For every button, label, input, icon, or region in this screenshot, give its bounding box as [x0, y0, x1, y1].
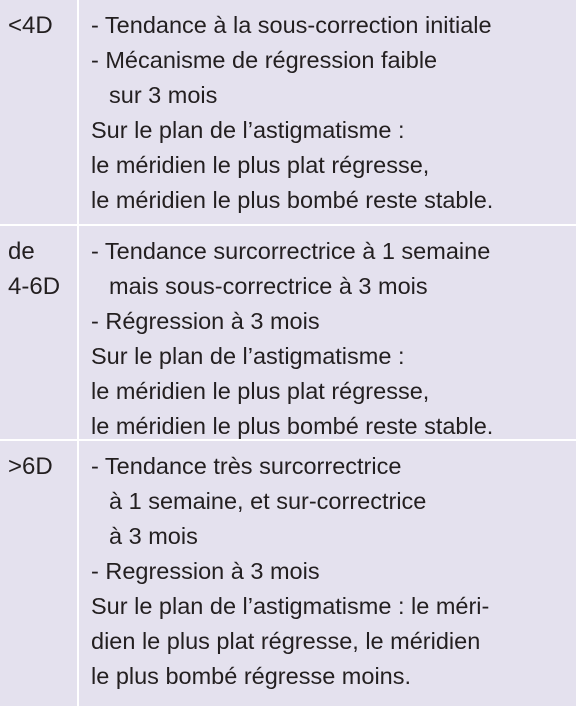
content-line: le méridien le plus bombé reste stable.: [91, 187, 494, 213]
content-line: le plus bombé régresse moins.: [91, 663, 412, 689]
content-line: le méridien le plus plat régresse,: [91, 152, 430, 178]
column-divider: [77, 441, 79, 706]
table-row: [0, 441, 576, 706]
row-content: [91, 8, 573, 218]
content-line: - Mécanisme de régression faible: [91, 47, 438, 73]
column-divider: [77, 0, 79, 224]
content-line: Sur le plan de l’astigmatisme :: [91, 117, 405, 143]
column-divider: [77, 226, 79, 439]
content-line: sur 3 mois: [109, 82, 218, 108]
content-line: dien le plus plat régresse, le méridien: [91, 628, 481, 654]
content-line: - Tendance à la sous-correction initiale: [91, 12, 492, 38]
table-row: [0, 226, 576, 439]
row-content: [91, 234, 573, 444]
content-line: Sur le plan de l’astigmatisme : le méri-: [91, 593, 490, 619]
content-line: mais sous-correctrice à 3 mois: [109, 273, 428, 299]
row-label: >6D: [8, 453, 53, 480]
content-line: à 3 mois: [109, 523, 198, 549]
row-content: [91, 449, 573, 694]
row-label: de 4-6D: [8, 238, 61, 300]
content-line: Sur le plan de l’astigmatisme :: [91, 343, 405, 369]
content-line: - Regression à 3 mois: [91, 558, 320, 584]
content-line: le méridien le plus bombé reste stable.: [91, 413, 494, 439]
content-line: à 1 semaine, et sur-correctrice: [109, 488, 427, 514]
content-line: - Tendance très surcorrectrice: [91, 453, 402, 479]
content-line: - Tendance surcorrectrice à 1 semaine: [91, 238, 491, 264]
content-line: - Régression à 3 mois: [91, 308, 320, 334]
row-label: <4D: [8, 12, 53, 39]
table-row: [0, 0, 576, 224]
content-line: le méridien le plus plat régresse,: [91, 378, 430, 404]
